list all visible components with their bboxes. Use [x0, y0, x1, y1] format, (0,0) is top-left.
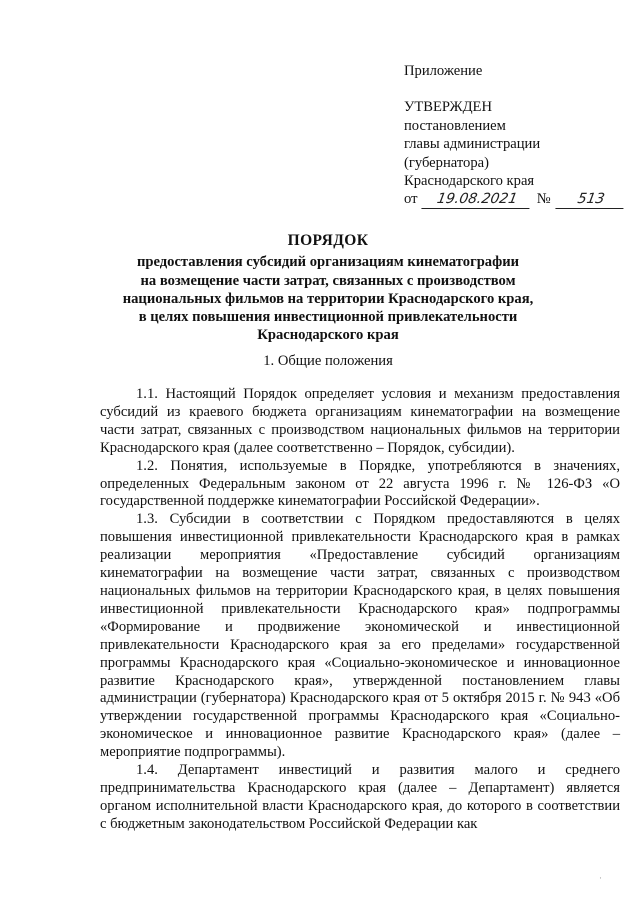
- title-line: национальных фильмов на территории Краснодарского края,: [122, 290, 534, 307]
- approval-block: [404, 62, 624, 210]
- approval-line-3: (губернатора): [404, 154, 489, 171]
- approval-line-4: Краснодарского края: [404, 173, 535, 190]
- decree-date-number: [404, 190, 624, 209]
- title-line: на возмещение части затрат, связанных с производством: [140, 272, 516, 289]
- paragraph-1-3: 1.3. Субсидии в соответствии с Порядком предоставляются в целях повышения инвестиционной привлекательности Краснодарского края в рамках реализации мероприятия «Предоставление субсидий организациям кинематографии на возмещение части затрат, связанных с производством национальных фильмов на территории Краснодарского края, в целях повышения инвестиционной привлекательности Краснодарского края» подпрограммы «Формирование и продвижение экономической и инвестиционной привлекательности Краснодарского края за его пределами» государственной программы Краснодарского края «Социально-экономическое и инновационное развитие Краснодарского края», утвержденной постановлением главы администрации (губернатора) Краснодарского края от 5 октября 2015 г. № 943 «Об утверждении государственной программы Краснодарского края «Социально-экономическое и инновационное развитие Краснодарского края» (далее – мероприятие подпрограммы).: [100, 511, 620, 761]
- section-heading: 1. Общие положения: [263, 353, 393, 369]
- title-line: в целях повышения инвестиционной привлекательности: [138, 309, 518, 326]
- paragraph-1-2: 1.2. Понятия, используемые в Порядке, употребляются в значениях, определенных Федеральным законом от 22 августа 1996 г. № 126-ФЗ «О государственной поддержке кинематографии Российской Федерации».: [100, 457, 620, 510]
- decree-date: 19.08.2021: [421, 190, 532, 209]
- document-title: [60, 232, 596, 345]
- approved-label: УТВЕРЖДЕН: [404, 99, 492, 116]
- title-main: ПОРЯДОК: [287, 232, 369, 249]
- title-line: предоставления субсидий организациям кинематографии: [136, 254, 520, 271]
- scan-mark: ·: [599, 873, 602, 883]
- document-body: [100, 386, 620, 834]
- number-label: №: [536, 191, 551, 208]
- appendix-label: Приложение: [404, 63, 483, 79]
- title-line: Краснодарского края: [257, 327, 399, 344]
- from-label: от: [404, 191, 418, 208]
- paragraph-1-1: 1.1. Настоящий Порядок определяет условия и механизм предоставления субсидий из краевого бюджета организациям кинематографии на возмещение части затрат, связанных с производством национальных фильмов на территории Краснодарского края (далее соответственно – Порядок, субсидии).: [100, 386, 620, 456]
- approval-line-1: постановлением: [404, 117, 506, 134]
- approval-line-2: главы администрации: [404, 136, 541, 153]
- decree-number: 513: [556, 190, 627, 209]
- paragraph-1-4: 1.4. Департамент инвестиций и развития малого и среднего предпринимательства Краснодарского края (далее – Департамент) является органом исполнительной власти Краснодарского края, до которого в соответствии с бюджетным законодательством Российской Федерации как: [100, 762, 620, 832]
